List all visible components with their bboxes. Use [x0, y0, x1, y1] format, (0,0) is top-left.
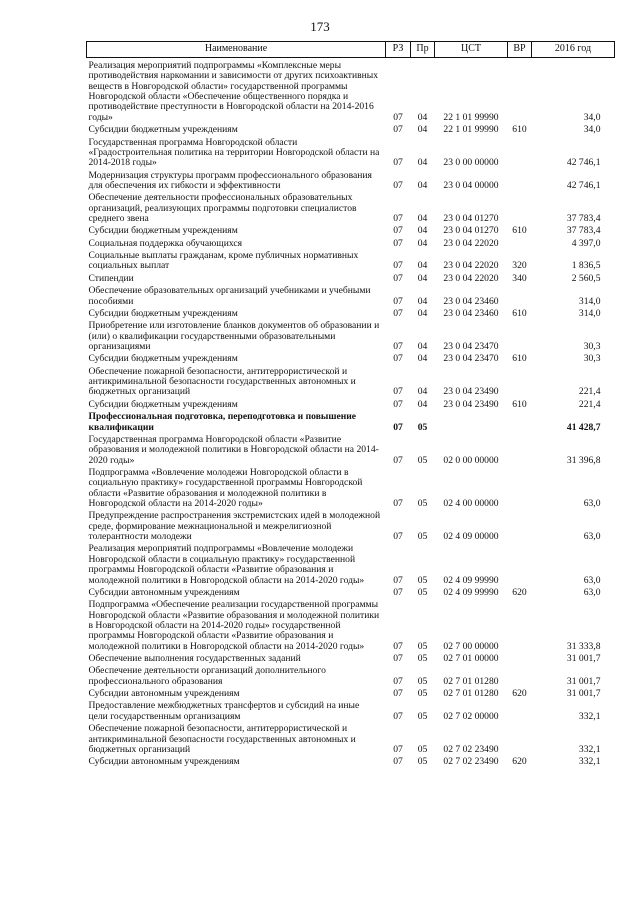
row-amount: 63,0	[583, 498, 601, 510]
row-amount: 314,0	[578, 295, 601, 307]
row-rz: 07	[393, 124, 403, 136]
row-vr	[508, 58, 532, 125]
row-vr	[508, 366, 532, 399]
row-vr: 620	[512, 756, 527, 768]
row-rz: 07	[393, 340, 403, 352]
row-amount: 221,4	[578, 386, 601, 398]
row-rz: 07	[393, 586, 403, 598]
row-vr: 610	[512, 225, 527, 237]
row-name: Реализация мероприятий подпрограммы «Комплексные меры противодействия наркомании и зависимости от других психоактивных веществ в Новгородской области» государственной программы Новгородской области «Обеспечение общественного порядка и противодействие преступности в Новгородской области на 2014-2016 годы»	[88, 60, 379, 123]
row-cst: 23 0 04 23470	[443, 340, 499, 352]
row-name: Реализация мероприятий подпрограммы «Вовлечение молодежи Новгородской области в социальную практику» государственной программы Новгородской области «Развитие образования и молодежной политики в Новгородской области на 2014-2020 годы»	[88, 543, 365, 586]
row-amount: 30,3	[583, 353, 601, 365]
row-cst: 22 1 01 99990	[443, 111, 499, 123]
table-row	[87, 238, 615, 250]
row-amount: 31 001,7	[566, 675, 601, 687]
page-number: 173	[310, 19, 330, 34]
row-vr: 610	[512, 398, 527, 410]
row-name: Обеспечение деятельности профессиональных образовательных организаций, реализующих программы подготовки специалистов среднего звена	[88, 192, 357, 225]
table-row	[87, 320, 615, 353]
row-pr: 05	[417, 640, 428, 652]
row-cst: 22 1 01 99990	[443, 124, 499, 136]
table-row	[87, 170, 615, 193]
row-pr: 04	[417, 237, 428, 249]
row-pr: 04	[417, 111, 428, 123]
column-header-name: Наименование	[87, 42, 386, 58]
row-rz: 07	[393, 498, 403, 510]
row-vr	[508, 285, 532, 308]
row-pr: 05	[417, 586, 428, 598]
row-amount: 63,0	[583, 574, 601, 586]
row-rz: 07	[393, 398, 403, 410]
row-name: Подпрограмма «Обеспечение реализации государственной программы Новгородской области «Развитие образования и молодежной политики в Новгородской области на 2014-2020 годы» государственной программы Новгородской области «Развитие образования и молодежной политики в Новгородской области на 2014-2020 годы»	[88, 599, 380, 652]
table-row	[87, 192, 615, 225]
row-name: Субсидии бюджетным учреждениям	[88, 398, 238, 410]
row-name: Приобретение или изготовление бланков документов об образовании и (или) о квалификации государственными образовательными организациями	[88, 320, 380, 352]
row-name: Профессиональная подготовка, переподготовка и повышение квалификации	[88, 411, 357, 433]
row-amount: 31 333,8	[566, 640, 601, 652]
row-amount: 1 836,5	[571, 260, 601, 272]
row-amount: 41 428,7	[566, 421, 601, 433]
row-cst	[435, 411, 508, 434]
table-row	[87, 653, 615, 665]
table-row	[87, 467, 615, 510]
row-rz: 07	[393, 272, 403, 284]
table-row	[87, 688, 615, 700]
table-row	[87, 353, 615, 365]
row-cst: 23 0 04 00000	[443, 179, 499, 191]
row-name: Обеспечение деятельности организаций дополнительного профессионального образования	[88, 665, 326, 687]
column-header-year: 2016 год	[532, 42, 615, 58]
row-vr: 610	[512, 353, 527, 365]
row-rz: 07	[393, 260, 403, 272]
row-cst: 23 0 04 23460	[443, 295, 499, 307]
row-name: Субсидии бюджетным учреждениям	[88, 353, 238, 365]
row-amount: 4 397,0	[571, 237, 601, 249]
row-rz: 07	[393, 653, 403, 665]
row-pr: 05	[417, 710, 428, 722]
row-pr: 04	[417, 179, 428, 191]
row-cst: 23 0 00 00000	[443, 157, 499, 169]
table-row	[87, 273, 615, 285]
row-rz: 07	[393, 454, 403, 466]
row-rz: 07	[393, 640, 403, 652]
row-pr: 05	[417, 688, 428, 700]
row-amount: 2 560,5	[571, 272, 601, 284]
row-name: Предупреждение распространения экстремистских идей в молодежной среде, формирование межнациональной и межрелигиозной толерантности молодежи	[88, 510, 381, 543]
row-amount: 42 746,1	[566, 157, 601, 169]
table-row	[87, 700, 615, 723]
row-amount: 31 001,7	[566, 653, 601, 665]
row-amount: 221,4	[578, 398, 601, 410]
row-name: Социальные выплаты гражданам, кроме публичных нормативных социальных выплат	[88, 250, 359, 272]
row-vr: 620	[512, 688, 527, 700]
table-row	[87, 411, 615, 434]
table-row	[87, 599, 615, 653]
row-pr: 05	[417, 574, 428, 586]
row-cst: 23 0 04 23470	[443, 353, 499, 365]
column-header-pr: Пр	[411, 42, 435, 58]
row-vr	[508, 434, 532, 467]
row-cst: 23 0 04 01270	[443, 225, 499, 237]
row-pr: 05	[417, 743, 428, 755]
row-name: Субсидии автономным учреждениям	[88, 586, 240, 598]
table-row	[87, 723, 615, 756]
row-pr: 04	[417, 398, 428, 410]
row-rz: 07	[393, 213, 403, 225]
table-row	[87, 366, 615, 399]
column-header-rz: РЗ	[386, 42, 411, 58]
table-body	[87, 58, 615, 769]
table-row	[87, 543, 615, 586]
row-name: Государственная программа Новгородской области «Развитие образования и молодежной политики в Новгородской области на 2014-2020 годы»	[88, 433, 379, 466]
row-cst: 02 4 09 00000	[443, 531, 499, 543]
row-vr	[508, 137, 532, 170]
row-name: Обеспечение образовательных организаций учебниками и учебными пособиями	[88, 285, 371, 307]
table-row	[87, 225, 615, 237]
budget-table	[86, 41, 615, 769]
row-amount: 332,1	[578, 710, 601, 722]
row-pr: 04	[417, 340, 428, 352]
row-pr: 04	[417, 157, 428, 169]
row-amount: 31 396,8	[566, 454, 601, 466]
row-amount: 314,0	[578, 307, 601, 319]
row-vr	[508, 599, 532, 653]
row-pr: 04	[417, 386, 428, 398]
row-vr	[508, 320, 532, 353]
row-cst: 23 0 04 22020	[443, 237, 499, 249]
column-header-cst: ЦСТ	[435, 42, 508, 58]
row-name: Субсидии бюджетным учреждениям	[88, 307, 238, 319]
row-rz: 07	[393, 157, 403, 169]
row-pr: 05	[417, 756, 428, 768]
row-cst: 23 0 04 01270	[443, 213, 499, 225]
table-row	[87, 58, 615, 125]
row-cst: 23 0 04 23490	[443, 398, 499, 410]
row-rz: 07	[393, 237, 403, 249]
row-cst: 02 7 00 00000	[443, 640, 499, 652]
row-amount: 63,0	[583, 586, 601, 598]
row-cst: 02 4 00 00000	[443, 498, 499, 510]
row-pr: 05	[417, 531, 428, 543]
row-name: Субсидии бюджетным учреждениям	[88, 225, 238, 237]
row-rz: 07	[393, 688, 403, 700]
row-pr: 04	[417, 272, 428, 284]
row-rz: 07	[393, 710, 403, 722]
row-cst: 23 0 04 23460	[443, 307, 499, 319]
row-rz: 07	[393, 353, 403, 365]
table-row	[87, 308, 615, 320]
table-row	[87, 587, 615, 599]
row-pr: 05	[417, 675, 428, 687]
row-rz: 07	[393, 295, 403, 307]
row-amount: 332,1	[578, 743, 601, 755]
row-cst: 02 7 02 23490	[443, 743, 499, 755]
row-pr: 05	[417, 421, 428, 433]
row-name: Стипендии	[88, 272, 134, 284]
row-rz: 07	[393, 421, 403, 433]
row-pr: 04	[417, 307, 428, 319]
row-cst: 02 4 09 99990	[443, 586, 499, 598]
row-name: Субсидии автономным учреждениям	[88, 688, 240, 700]
row-vr	[508, 192, 532, 225]
row-cst: 23 0 04 22020	[443, 260, 499, 272]
row-cst: 23 0 04 23490	[443, 386, 499, 398]
row-rz: 07	[393, 386, 403, 398]
row-vr: 610	[512, 307, 527, 319]
row-amount: 63,0	[583, 531, 601, 543]
row-amount: 30,3	[583, 340, 601, 352]
row-name: Обеспечение выполнения государственных заданий	[88, 653, 301, 665]
table-row	[87, 137, 615, 170]
row-name: Субсидии бюджетным учреждениям	[88, 124, 238, 136]
row-amount: 31 001,7	[566, 688, 601, 700]
row-vr	[508, 653, 532, 665]
row-vr: 320	[512, 260, 527, 272]
table-row	[87, 434, 615, 467]
row-pr: 04	[417, 260, 428, 272]
row-vr	[508, 170, 532, 193]
row-vr	[508, 467, 532, 510]
row-rz: 07	[393, 531, 403, 543]
row-rz: 07	[393, 756, 403, 768]
table-row	[87, 124, 615, 136]
row-vr	[508, 238, 532, 250]
table-row	[87, 756, 615, 768]
row-vr	[508, 510, 532, 543]
row-pr: 04	[417, 213, 428, 225]
row-rz: 07	[393, 743, 403, 755]
row-vr	[508, 543, 532, 586]
row-pr: 04	[417, 295, 428, 307]
row-name: Государственная программа Новгородской области «Градостроительная политика на территории Новгородской области на 2014-2018 годы»	[88, 136, 380, 169]
row-vr: 340	[512, 272, 527, 284]
row-name: Обеспечение пожарной безопасности, антитеррористической и антикриминальной безопасности государственных автономных и бюджетных организаций	[88, 365, 356, 398]
row-pr: 04	[417, 225, 428, 237]
row-pr: 04	[417, 124, 428, 136]
row-amount: 34,0	[583, 124, 601, 136]
row-vr: 610	[512, 124, 527, 136]
row-amount: 34,0	[583, 111, 601, 123]
row-vr	[508, 665, 532, 688]
row-amount: 42 746,1	[566, 179, 601, 191]
row-cst: 02 7 01 01280	[443, 688, 499, 700]
table-row	[87, 285, 615, 308]
row-pr: 05	[417, 653, 428, 665]
row-amount: 332,1	[578, 756, 601, 768]
column-header-vr: ВР	[508, 42, 532, 58]
row-vr: 620	[512, 586, 527, 598]
row-name: Модернизация структуры программ профессионального образования для обеспечения их гибкости и эффективности	[88, 169, 372, 191]
table-row	[87, 665, 615, 688]
row-amount: 37 783,4	[566, 213, 601, 225]
row-pr: 04	[417, 353, 428, 365]
row-cst: 02 7 02 00000	[443, 710, 499, 722]
row-cst: 02 0 00 00000	[443, 454, 499, 466]
row-name: Субсидии автономным учреждениям	[88, 756, 240, 768]
row-rz: 07	[393, 574, 403, 586]
row-rz: 07	[393, 675, 403, 687]
table-row	[87, 399, 615, 411]
row-pr: 05	[417, 454, 428, 466]
row-rz: 07	[393, 225, 403, 237]
table-header-row	[87, 42, 615, 58]
row-pr: 05	[417, 498, 428, 510]
row-vr	[508, 411, 532, 434]
table-row	[87, 510, 615, 543]
table-row	[87, 250, 615, 273]
row-rz: 07	[393, 111, 403, 123]
row-name: Обеспечение пожарной безопасности, антитеррористической и антикриминальной безопасности государственных автономных и бюджетных организаций	[88, 723, 356, 755]
row-cst: 02 7 01 00000	[443, 653, 499, 665]
row-name: Социальная поддержка обучающихся	[88, 237, 243, 249]
row-cst: 02 7 01 01280	[443, 675, 499, 687]
row-rz: 07	[393, 307, 403, 319]
row-amount: 37 783,4	[566, 225, 601, 237]
row-name: Подпрограмма «Вовлечение молодежи Новгородской области в социальную практику» государственной программы Новгородской области «Развитие образования и молодежной политики в Новгородской области на 2014-2020 годы»	[88, 466, 363, 510]
row-vr	[508, 700, 532, 723]
row-rz: 07	[393, 179, 403, 191]
row-cst: 02 7 02 23490	[443, 756, 499, 768]
row-cst: 02 4 09 99990	[443, 574, 499, 586]
row-vr	[508, 723, 532, 756]
row-name: Предоставление межбюджетных трансфертов и субсидий на иные цели государственным организациям	[88, 700, 360, 722]
row-cst: 23 0 04 22020	[443, 272, 499, 284]
